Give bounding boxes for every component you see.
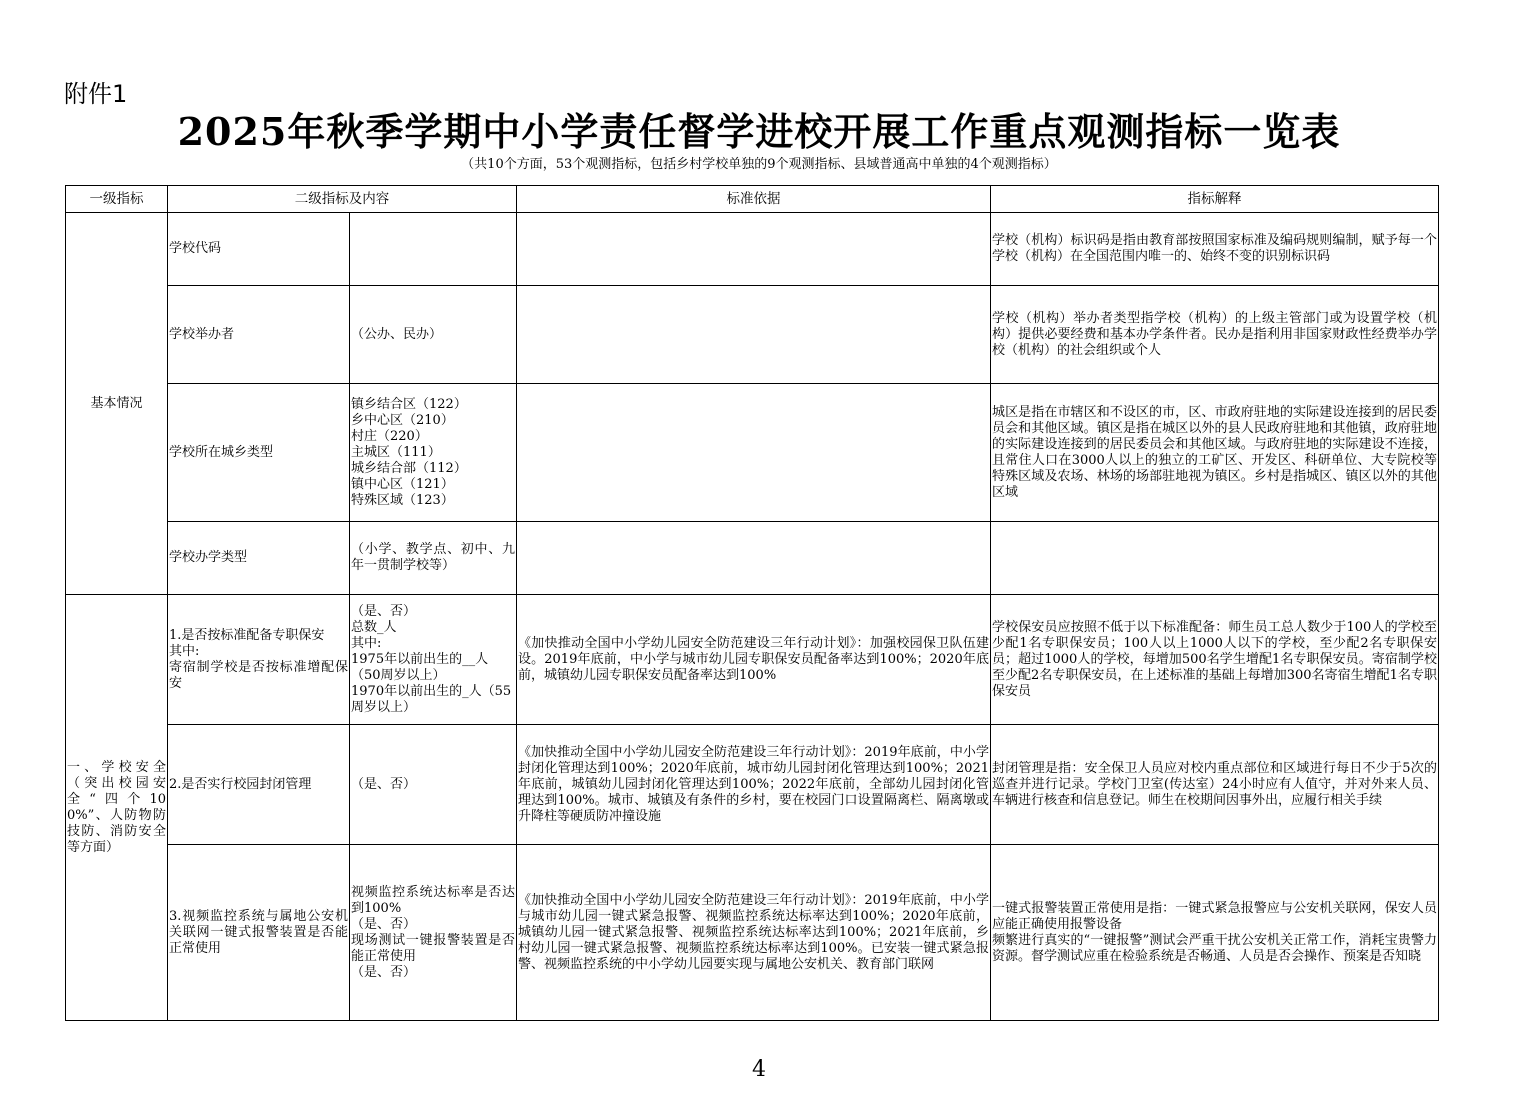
content-cell: 视频监控系统达标率是否达到100% （是、否） 现场测试一键报警装置是否能正常使用 （是、否）	[350, 845, 517, 1021]
header-level1: 一级指标	[66, 186, 168, 213]
indicator-cell: 1.是否按标准配备专职保安 其中: 寄宿制学校是否按标准增配保安	[168, 595, 350, 725]
explanation-cell	[991, 522, 1439, 595]
content-cell: （小学、教学点、初中、九年一贯制学校等）	[350, 522, 517, 595]
explanation-cell: 学校（机构）举办者类型指学校（机构）的上级主管部门或为设置学校（机构）提供必要经费和基本办学条件者。民办是指利用非国家财政性经费举办学校（机构）的社会组织或个人	[991, 286, 1439, 384]
explanation-cell: 封闭管理是指：安全保卫人员应对校内重点部位和区域进行每日不少于5次的巡查并进行记录。学校门卫室(传达室）24小时应有人值守，并对外来人员、车辆进行核查和信息登记。师生在校期间因事外出，应履行相关手续	[991, 725, 1439, 845]
basis-cell: 《加快推动全国中小学幼儿园安全防范建设三年行动计划》：加强校园保卫队伍建设。2019年底前，中小学与城市幼儿园专职保安员配备率达到100%；2020年底前，城镇幼儿园专职保安员配备率达到100%	[517, 595, 991, 725]
content-cell: 镇乡结合区（122） 乡中心区（210） 村庄（220） 主城区（111） 城乡结合部（112） 镇中心区（121） 特殊区域（123）	[350, 384, 517, 522]
table-row	[66, 286, 1439, 384]
header-explanation: 指标解释	[991, 186, 1439, 213]
table-row	[66, 725, 1439, 845]
table-row	[66, 845, 1439, 1021]
content-cell: （是、否）	[350, 725, 517, 845]
indicator-cell: 学校代码	[168, 213, 350, 286]
indicator-cell: 学校所在城乡类型	[168, 384, 350, 522]
page-title: 2025年秋季学期中小学责任督学进校开展工作重点观测指标一览表	[177, 109, 1341, 154]
indicator-cell: 学校举办者	[168, 286, 350, 384]
basis-cell	[517, 384, 991, 522]
table-row	[66, 213, 1439, 286]
section-name-basic: 基本情况	[66, 213, 168, 595]
indicator-cell: 3.视频监控系统与属地公安机关联网一键式报警装置是否能正常使用	[168, 845, 350, 1021]
indicator-cell: 2.是否实行校园封闭管理	[168, 725, 350, 845]
explanation-cell: 一键式报警装置正常使用是指：一键式紧急报警应与公安机关联网，保安人员应能正确使用报警设备 频繁进行真实的“一键报警”测试会严重干扰公安机关正常工作，消耗宝贵警力资源。督学测试应重在检验系统是否畅通、人员是否会操作、预案是否知晓	[991, 845, 1439, 1021]
content-cell	[350, 213, 517, 286]
header-level2: 二级指标及内容	[168, 186, 517, 213]
table-row	[66, 522, 1439, 595]
explanation-cell: 城区是指在市辖区和不设区的市，区、市政府驻地的实际建设连接到的居民委员会和其他区域。镇区是指在城区以外的县人民政府驻地和其他镇，政府驻地的实际建设连接到的居民委员会和其他区域。与政府驻地的实际建设不连接，且常住人口在3000人以上的独立的工矿区、开发区、科研单位、大专院校等特殊区域及农场、林场的场部驻地视为镇区。乡村是指城区、镇区以外的其他区域	[991, 384, 1439, 522]
basis-cell: 《加快推动全国中小学幼儿园安全防范建设三年行动计划》：2019年底前，中小学封闭化管理达到100%；2020年底前，城市幼儿园封闭化管理达到100%；2021年底前，城镇幼儿园封闭化管理达到100%；2022年底前，全部幼儿园封闭化管理达到100%。城市、城镇及有条件的乡村，要在校园门口设置隔离栏、隔离墩或升降柱等硬质防冲撞设施	[517, 725, 991, 845]
table-row	[66, 384, 1439, 522]
page-number: 4	[752, 1057, 766, 1082]
basis-cell	[517, 522, 991, 595]
content-cell: （公办、民办）	[350, 286, 517, 384]
explanation-cell: 学校（机构）标识码是指由教育部按照国家标准及编码规则编制，赋予每一个学校（机构）在全国范围内唯一的、始终不变的识别标识码	[991, 213, 1439, 286]
basis-cell: 《加快推动全国中小学幼儿园安全防范建设三年行动计划》：2019年底前，中小学与城市幼儿园一键式紧急报警、视频监控系统达标率达到100%；2020年底前，城镇幼儿园一键式紧急报警、视频监控系统达标率达到100%；2021年底前，乡村幼儿园一键式紧急报警、视频监控系统达标率达到100%。已安装一键式紧急报警、视频监控系统的中小学幼儿园要实现与属地公安机关、教育部门联网	[517, 845, 991, 1021]
content-cell: （是、否） 总数_人 其中: 1975年以前出生的__人（50周岁以上） 1970年以前出生的_人（55周岁以上）	[350, 595, 517, 725]
header-basis: 标准依据	[517, 186, 991, 213]
table-header-row	[66, 186, 1439, 213]
table-row	[66, 595, 1439, 725]
attachment-label: 附件1	[64, 80, 128, 108]
section-name-safety: 一、学校安全（突出校园安全“四个100%”、人防物防技防、消防安全等方面）	[66, 595, 168, 1021]
explanation-cell: 学校保安员应按照不低于以下标准配备：师生员工总人数少于100人的学校至少配1名专职保安员；100人以上1000人以下的学校，至少配2名专职保安员；超过1000人的学校，每增加500名学生增配1名专职保安员。寄宿制学校至少配2名专职保安员，在上述标准的基础上每增加300名寄宿生增配1名专职保安员	[991, 595, 1439, 725]
indicator-cell: 学校办学类型	[168, 522, 350, 595]
basis-cell	[517, 213, 991, 286]
basis-cell	[517, 286, 991, 384]
indicator-table	[65, 185, 1439, 1021]
page-subtitle: （共10个方面，53个观测指标，包括乡村学校单独的9个观测指标、县域普通高中单独的4个观测指标）	[461, 157, 1057, 172]
